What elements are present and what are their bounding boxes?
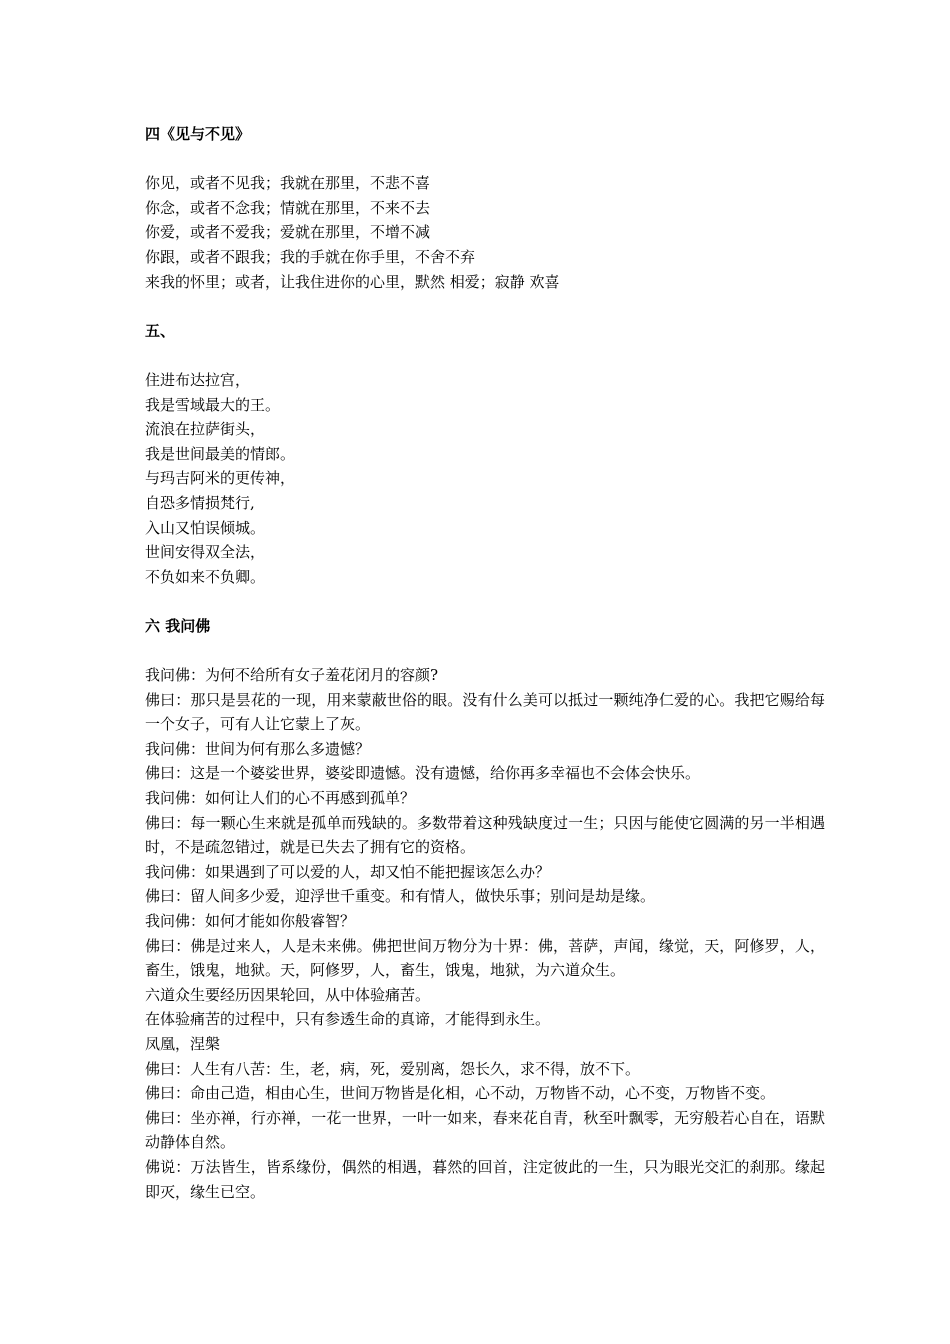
poem-line: 我是雪域最大的王。: [145, 395, 281, 414]
dialogue-paragraph: 凤凰，涅槃: [145, 1034, 221, 1053]
dialogue-paragraph: 六道众生要经历因果轮回，从中体验痛苦。: [145, 985, 431, 1004]
poem-line: 入山又怕误倾城。: [145, 518, 266, 537]
dialogue-paragraph: 佛曰：这是一个婆娑世界，婆娑即遗憾。没有遗憾，给你再多幸福也不会体会快乐。: [145, 764, 701, 783]
poem-line: 世间安得双全法，: [145, 543, 266, 562]
dialogue-paragraph: 佛曰：那只是昙花的一现，用来蒙蔽世俗的眼。没有什么美可以抵过一颗纯净仁爱的心。我把它赐给每一个女子，可有人让它蒙上了灰。: [145, 690, 825, 734]
dialogue-paragraph: 佛曰：人生有八苦：生，老，病，死，爱别离，怨长久，求不得，放不下。: [145, 1059, 641, 1078]
poem-line: 住进布达拉宫，: [145, 370, 251, 389]
section-6-title: 六 我问佛: [145, 616, 211, 635]
dialogue-paragraph: 在体验痛苦的过程中，只有参透生命的真谛，才能得到永生。: [145, 1010, 551, 1029]
dialogue-paragraph: 佛曰：佛是过来人，人是未来佛。佛把世间万物分为十界：佛，菩萨，声闻，缘觉，天，阿修罗，人，畜生，饿鬼，地狱。天，阿修罗，人，畜生，饿鬼，地狱，为六道众生。: [145, 936, 825, 980]
poem-line: 与玛吉阿米的更传神，: [145, 469, 296, 488]
dialogue-paragraph: 我问佛：为何不给所有女子羞花闭月的容颜?: [145, 666, 439, 685]
dialogue-paragraph: 佛曰：留人间多少爱，迎浮世千重变。和有情人，做快乐事；别问是劫是缘。: [145, 887, 656, 906]
poem-line: 不负如来不负卿。: [145, 567, 266, 586]
section-4-title: 四《见与不见》: [145, 125, 251, 143]
spacer: [145, 343, 825, 368]
document-page: [145, 122, 825, 1204]
dialogue-paragraph: 佛说：万法皆生，皆系缘份，偶然的相遇，暮然的回首，注定彼此的一生，只为眼光交汇的刹那。缘起即灭，缘生已空。: [145, 1157, 825, 1201]
dialogue-paragraph: 我问佛：如果遇到了可以爱的人，却又怕不能把握该怎么办？: [145, 862, 551, 881]
poem-line: 来我的怀里；或者，让我住进你的心里，默然 相爱；寂静 欢喜: [145, 272, 560, 291]
spacer: [145, 294, 825, 319]
section-5-title: 五、: [145, 321, 176, 340]
poem-line: 流浪在拉萨街头，: [145, 420, 266, 439]
dialogue-paragraph: 佛曰：坐亦禅，行亦禅，一花一世界，一叶一如来，春来花自青，秋至叶飘零，无穷般若心自在，语默动静体自然。: [145, 1108, 825, 1152]
poem-line: 自恐多情损梵行,: [145, 493, 255, 512]
spacer: [145, 147, 825, 172]
dialogue-paragraph: 我问佛：如何才能如你般睿智？: [145, 912, 356, 930]
poem-line: 你跟，或者不跟我；我的手就在你手里，不舍不弃: [145, 247, 476, 266]
poem-line: 你见，或者不见我；我就在那里，不悲不喜: [145, 174, 431, 193]
poem-line: 你念，或者不念我；情就在那里，不来不去: [145, 198, 431, 217]
spacer: [145, 589, 825, 614]
poem-line: 我是世间最美的情郎。: [145, 444, 296, 463]
poem-line: 你爱，或者不爱我；爱就在那里，不增不减: [145, 223, 431, 242]
dialogue-paragraph: 我问佛：世间为何有那么多遗憾？: [145, 739, 371, 758]
dialogue-paragraph: 佛曰：命由己造，相由心生，世间万物皆是化相，心不动，万物皆不动，心不变，万物皆不变。: [145, 1084, 776, 1103]
dialogue-paragraph: 佛曰：每一颗心生来就是孤单而残缺的。多数带着这种残缺度过一生；只因与能使它圆满的另一半相遇时，不是疏忽错过，就是已失去了拥有它的资格。: [145, 813, 825, 857]
spacer: [145, 638, 825, 663]
dialogue-paragraph: 我问佛：如何让人们的心不再感到孤单？: [145, 789, 416, 808]
